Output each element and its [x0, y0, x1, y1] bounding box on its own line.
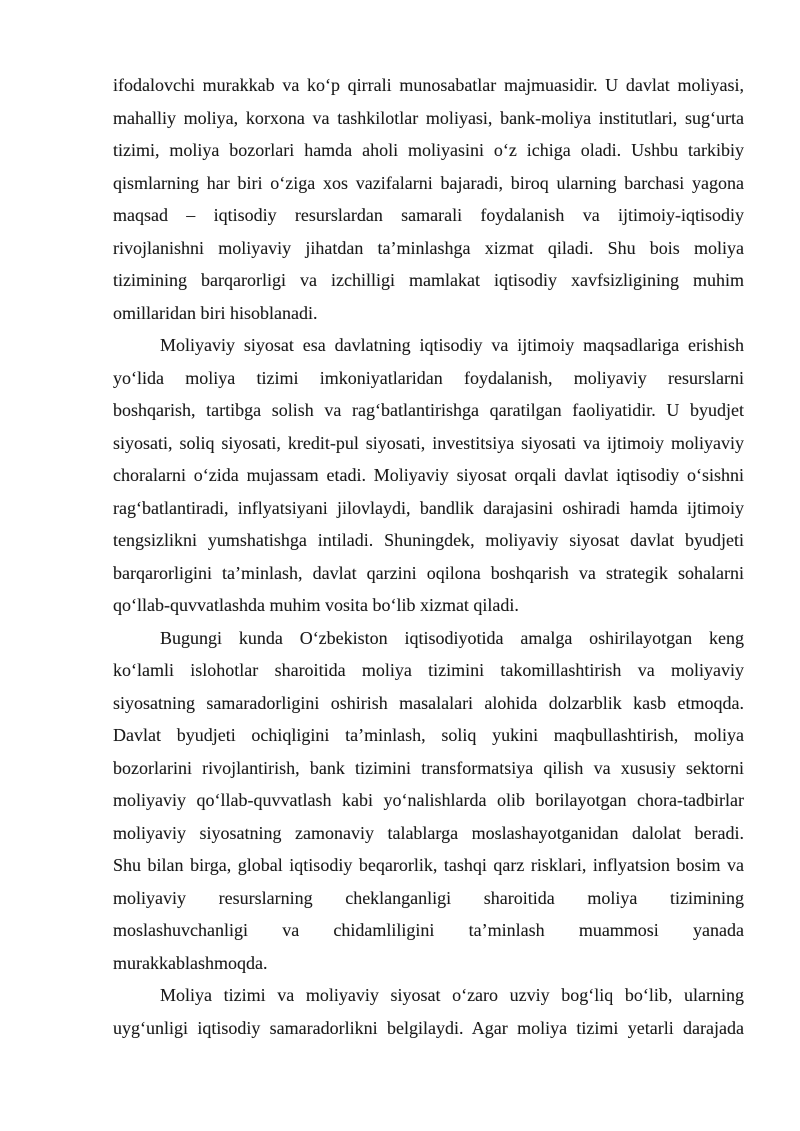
paragraph: [113, 622, 744, 980]
text-line: rivojlanishni moliyaviy jihatdan ta’minlashga xizmat qiladi. Shu bois moliya: [113, 237, 744, 258]
text-line: choralarni o‘zida mujassam etadi. Moliyaviy siyosat orqali davlat iqtisodiy o‘sishni: [113, 465, 744, 485]
text-line: moliyaviy qo‘llab-quvvatlash kabi yo‘nalishlarda olib borilayotgan chora-tadbirlar: [113, 790, 744, 810]
text-line: mahalliy moliya, korxona va tashkilotlar moliyasi, bank-moliya institutlari, sug‘urta: [113, 107, 744, 128]
text-line: Shu bilan birga, global iqtisodiy beqarorlik, tashqi qarz risklari, inflyatsion bosim va: [113, 855, 744, 875]
text-line: qismlarning har biri o‘ziga xos vazifalarni bajaradi, biroq ularning barchasi yagona: [113, 172, 744, 193]
text-line: moslashuvchanligi va chidamliligini ta’minlash muammosi yanada: [113, 920, 744, 940]
text-line: Moliyaviy siyosat esa davlatning iqtisodiy va ijtimoiy maqsadlariga erishish: [160, 335, 744, 355]
text-line: qo‘llab-quvvatlashda muhim vosita bo‘lib xizmat qiladi.: [113, 595, 519, 615]
paragraph: [113, 979, 744, 1044]
text-line: uyg‘unligi iqtisodiy samaradorlikni belgilaydi. Agar moliya tizimi yetarli darajada: [113, 1017, 744, 1038]
text-line: maqsad – iqtisodiy resurslardan samarali foydalanish va ijtimoiy-iqtisodiy: [113, 205, 744, 225]
text-line: siyosatning samaradorligini oshirish masalalari alohida dolzarblik kasb etmoqda.: [113, 692, 744, 713]
body-text: [113, 69, 744, 1044]
text-line: moliyaviy siyosatning zamonaviy talablarga moslashayotganidan dalolat beradi.: [113, 822, 744, 843]
text-line: tizimi, moliya bozorlari hamda aholi moliyasini o‘z ichiga oladi. Ushbu tarkibiy: [113, 140, 744, 160]
text-line: rag‘batlantiradi, inflyatsiyani jilovlaydi, bandlik darajasini oshiradi hamda ijtimoiy: [113, 497, 744, 518]
text-line: ifodalovchi murakkab va ko‘p qirrali munosabatlar majmuasidir. U davlat moliyasi,: [113, 75, 744, 95]
text-line: boshqarish, tartibga solish va rag‘batlantirishga qaratilgan faoliyatidir. U byudjet: [113, 400, 744, 420]
text-line: tengsizlikni yumshatishga intiladi. Shuningdek, moliyaviy siyosat davlat byudjeti: [113, 530, 744, 550]
text-line: Bugungi kunda O‘zbekiston iqtisodiyotida amalga oshirilayotgan keng: [160, 627, 744, 648]
text-line: Moliya tizimi va moliyaviy siyosat o‘zaro uzviy bog‘liq bo‘lib, ularning: [160, 985, 744, 1005]
text-line: siyosati, soliq siyosati, kredit-pul siyosati, investitsiya siyosati va ijtimoiy moliyaviy: [113, 432, 744, 453]
paragraph: [113, 329, 744, 622]
text-line: tizimining barqarorligi va izchilligi mamlakat iqtisodiy xavfsizligining muhim: [113, 270, 744, 290]
text-line: barqarorligini ta’minlash, davlat qarzini oqilona boshqarish va strategik sohalarni: [113, 562, 744, 583]
text-line: ko‘lamli islohotlar sharoitida moliya tizimini takomillashtirish va moliyaviy: [113, 660, 744, 680]
text-line: yo‘lida moliya tizimi imkoniyatlaridan foydalanish, moliyaviy resurslarni: [113, 367, 744, 388]
text-line: murakkablashmoqda.: [113, 952, 268, 973]
text-line: moliyaviy resurslarning cheklanganligi sharoitida moliya tizimining: [113, 887, 744, 908]
text-line: Davlat byudjeti ochiqligini ta’minlash, soliq yukini maqbullashtirish, moliya: [113, 725, 744, 745]
text-line: bozorlarini rivojlantirish, bank tizimini transformatsiya qilish va xususiy sektorni: [113, 757, 744, 778]
paragraph: [113, 69, 744, 329]
text-line: omillaridan biri hisoblanadi.: [113, 302, 318, 323]
